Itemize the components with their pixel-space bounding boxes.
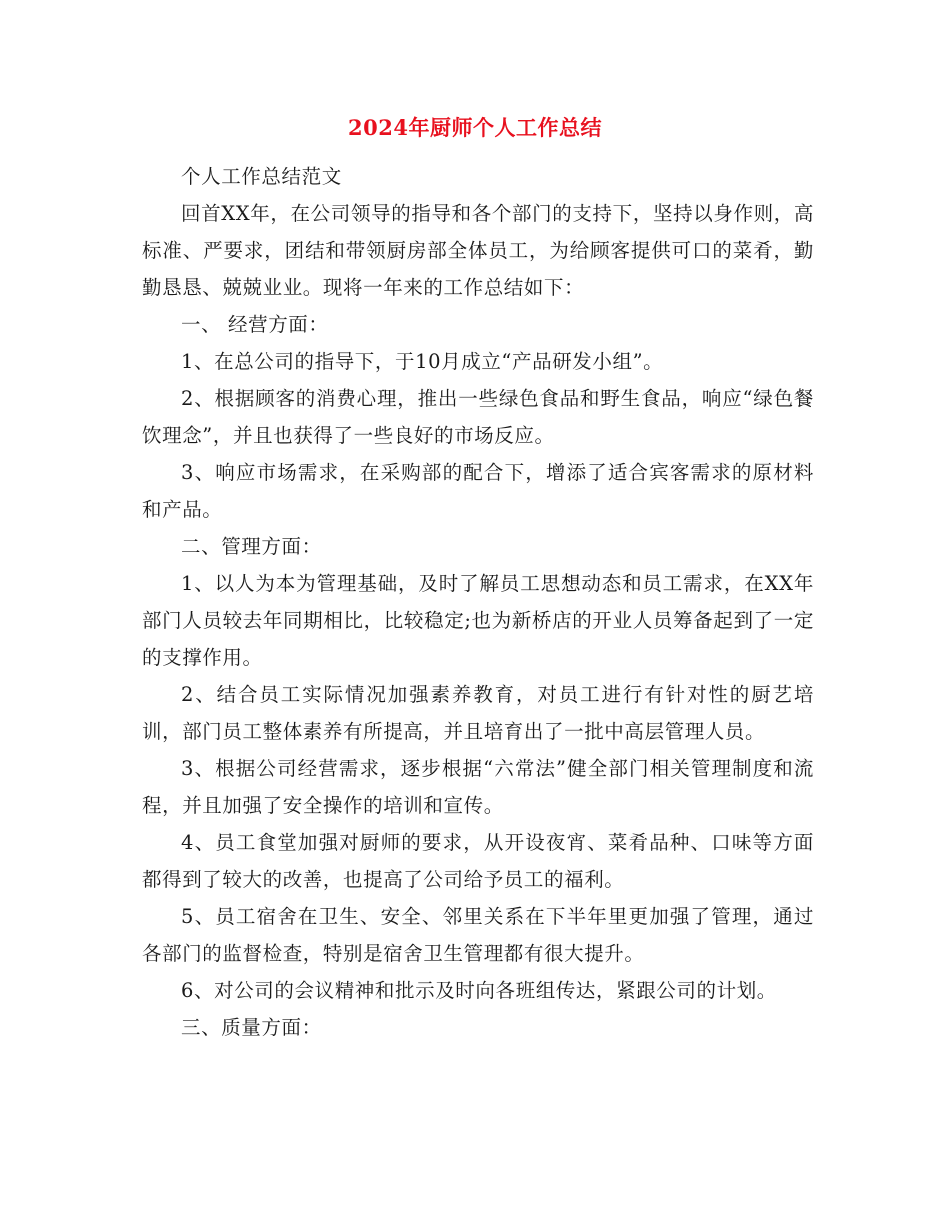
section-heading-quality: 三、质量方面： [181,1016,322,1039]
paragraph-operations-2: 2、根据顾客的消费心理，推出一些绿色食品和野生食品，响应“绿色餐饮理念”，并且也获得了一些良好的市场反应。 [142,387,814,447]
paragraph-management-4: 4、员工食堂加强对厨师的要求，从开设夜宵、菜肴品种、口味等方面都得到了较大的改善，也提高了公司给予员工的福利。 [142,831,814,891]
paragraph-intro: 回首XX年，在公司领导的指导和各个部门的支持下，坚持以身作则，高标准、严要求，团结和带领厨房部全体员工，为给顾客提供可口的菜肴，勤勤恳恳、兢兢业业。现将一年来的工作总结如下： [142,202,814,299]
paragraph-management-1: 1、以人为本为管理基础，及时了解员工思想动态和员工需求，在XX年部门人员较去年同期相比，比较稳定;也为新桥店的开业人员筹备起到了一定的支撑作用。 [142,572,814,669]
paragraph-operations-3: 3、响应市场需求，在采购部的配合下，增添了适合宾客需求的原材料和产品。 [142,461,814,521]
section-heading-operations: 一、 经营方面： [181,313,329,336]
paragraph-subtitle: 个人工作总结范文 [181,165,342,188]
paragraph-management-6: 6、对公司的会议精神和批示及时向各班组传达，紧跟公司的计划。 [181,979,777,1002]
document-title: 2024年厨师个人工作总结 [348,115,602,140]
section-heading-management: 二、管理方面： [181,535,322,558]
paragraph-operations-1: 1、在总公司的指导下，于10月成立“产品研发小组”。 [181,350,664,373]
document-body [142,158,814,1046]
paragraph-management-5: 5、员工宿舍在卫生、安全、邻里关系在下半年里更加强了管理，通过各部门的监督检查，特别是宿舍卫生管理都有很大提升。 [142,905,814,965]
paragraph-management-2: 2、结合员工实际情况加强素养教育，对员工进行有针对性的厨艺培训，部门员工整体素养有所提高，并且培育出了一批中高层管理人员。 [142,683,814,743]
paragraph-management-3: 3、根据公司经营需求，逐步根据“六常法”健全部门相关管理制度和流程，并且加强了安全操作的培训和宣传。 [142,757,814,817]
